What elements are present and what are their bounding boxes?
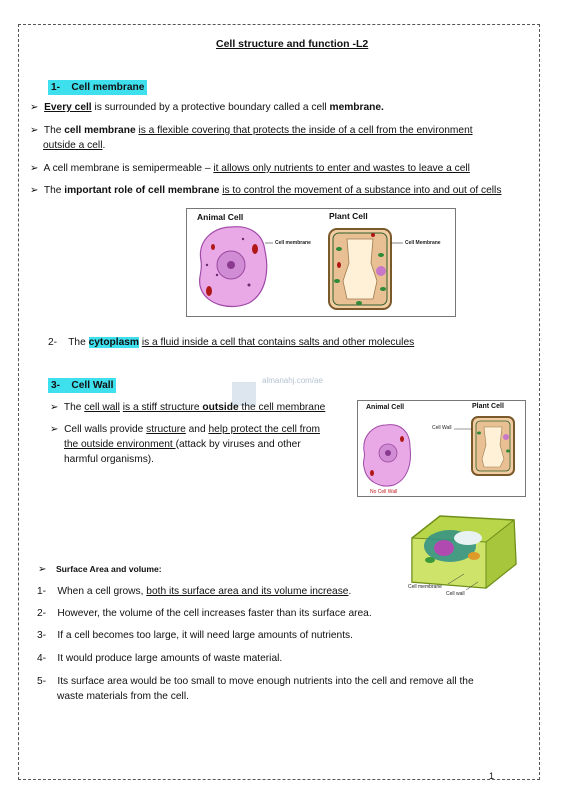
arrow-bullet-icon: ➢ bbox=[30, 163, 39, 174]
figure-label-animal-cell: Animal Cell bbox=[366, 404, 405, 411]
figure-label-animal-cell: Animal Cell bbox=[197, 212, 244, 222]
surface-area-heading: ➢ Surface Area and volume: bbox=[38, 564, 162, 575]
arrow-bullet-icon: ➢ bbox=[30, 185, 39, 196]
bullet-important-role: ➢ The important role of cell membrane is to control the movement of a substance into and out of cells bbox=[30, 185, 502, 196]
surface-area-item-5: 5- Its surface area would be too small to move enough nutrients into the cell and remove all the bbox=[37, 676, 474, 687]
bullet-cell-membrane-definition: ➢ The cell membrane is a flexible covering that protects the inside of a cell from the environment bbox=[30, 125, 473, 136]
section-title: Cell Wall bbox=[71, 380, 114, 391]
arrow-bullet-icon: ➢ bbox=[30, 102, 39, 113]
figure-3d-plant-cell bbox=[404, 512, 522, 602]
arrow-bullet-icon: ➢ bbox=[38, 564, 47, 575]
surface-area-item-2: 2- However, the volume of the cell increases faster than its surface area. bbox=[37, 608, 372, 619]
surface-area-item-4: 4- It would produce large amounts of waste material. bbox=[37, 653, 283, 664]
surface-area-item-1: 1- When a cell grows, both its surface area and its volume increase. bbox=[37, 586, 352, 597]
arrow-bullet-icon: ➢ bbox=[50, 402, 59, 413]
bullet-semipermeable: ➢ A cell membrane is semipermeable – it allows only nutrients to enter and wastes to leave a cell bbox=[30, 163, 470, 174]
label-no-cell-wall: No Cell Wall bbox=[370, 489, 398, 495]
highlight-cytoplasm: cytoplasm bbox=[88, 337, 139, 348]
bullet-cell-wall-function: ➢ Cell walls provide structure and help protect the cell from bbox=[50, 424, 321, 435]
surface-area-item-5-cont: waste materials from the cell. bbox=[57, 691, 189, 702]
cell-wall-illustration bbox=[358, 401, 525, 496]
bullet-cell-membrane-definition-cont: outside a cell. bbox=[43, 140, 106, 151]
section-number: 2- bbox=[48, 337, 58, 348]
watermark-text: almanahj.com/ae bbox=[262, 376, 323, 385]
section-number: 1- bbox=[51, 82, 61, 93]
section-number: 3- bbox=[51, 380, 61, 391]
figure-animal-plant-cell-membrane bbox=[186, 208, 456, 317]
label-cell-membrane-animal: Cell membrane bbox=[275, 240, 311, 246]
label-cell-wall: Cell Wall bbox=[432, 425, 452, 431]
page-title: Cell structure and function -L2 bbox=[216, 38, 369, 50]
surface-area-item-3: 3- If a cell becomes too large, it will need large amounts of nutrients. bbox=[37, 630, 353, 641]
arrow-bullet-icon: ➢ bbox=[30, 125, 39, 136]
section-title: Cell membrane bbox=[71, 82, 145, 93]
section-cytoplasm: 2- The cytoplasm is a fluid inside a cell that contains salts and other molecules bbox=[48, 337, 415, 348]
label-cell-wall-3d: Cell wall bbox=[446, 591, 465, 597]
figure-cell-wall-comparison bbox=[357, 400, 526, 497]
arrow-bullet-icon: ➢ bbox=[50, 424, 59, 435]
bullet-cell-wall-function-cont1: the outside environment (attack by viruses and other bbox=[64, 439, 301, 450]
bullet-cell-wall-function-cont2: harmful organisms). bbox=[64, 454, 155, 465]
figure-label-plant-cell: Plant Cell bbox=[329, 211, 368, 221]
label-cell-membrane-3d: Cell membrane bbox=[408, 584, 442, 590]
section-heading-cell-wall bbox=[48, 378, 116, 393]
page-number: 1 bbox=[489, 771, 495, 781]
figure-label-plant-cell: Plant Cell bbox=[472, 403, 504, 410]
bullet-every-cell: ➢ Every cell is surrounded by a protective boundary called a cell membrane. bbox=[30, 102, 384, 113]
section-heading-cell-membrane bbox=[48, 80, 147, 95]
label-cell-membrane-plant: Cell Membrane bbox=[405, 240, 441, 246]
bullet-cell-wall-definition: ➢ The cell wall is a stiff structure outside the cell membrane bbox=[50, 402, 326, 413]
cells-illustration bbox=[187, 209, 455, 316]
